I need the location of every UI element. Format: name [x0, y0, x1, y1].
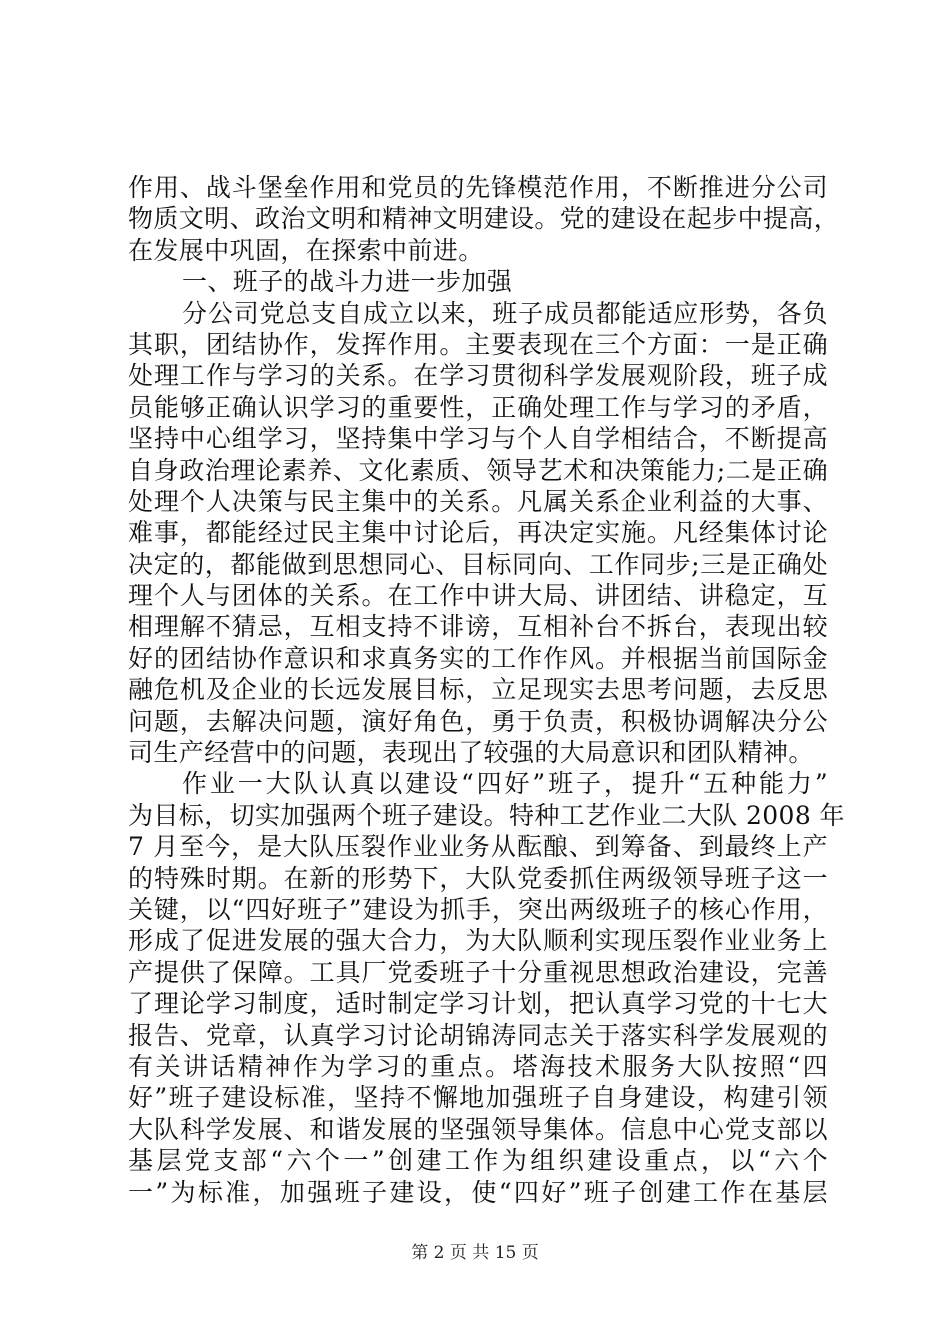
- text-line: 报告、党章，认真学习讨论胡锦涛同志关于落实科学发展观的: [128, 1020, 828, 1050]
- text-line: 大队科学发展、和谐发展的坚强领导集体。信息中心党支部以: [128, 1114, 828, 1144]
- text-line: 关键，以“四好班子”建设为抓手，突出两级班子的核心作用，: [128, 894, 828, 924]
- text-line: 产提供了保障。工具厂党委班子十分重视思想政治建设，完善: [128, 957, 828, 987]
- text-line: 好的团结协作意识和求真务实的工作作风。并根据当前国际金: [128, 643, 828, 673]
- text-line: 相理解不猜忌，互相支持不诽谤，互相补台不拆台，表现出较: [128, 612, 828, 642]
- text-line: 司生产经营中的问题，表现出了较强的大局意识和团队精神。: [128, 738, 814, 768]
- text-line: 分公司党总支自成立以来，班子成员都能适应形势，各负: [182, 298, 828, 328]
- text-line: 处理个人决策与民主集中的关系。凡属关系企业利益的大事、: [128, 486, 828, 516]
- text-line: 一、班子的战斗力进一步加强: [182, 267, 513, 297]
- text-line: 好”班子建设标准，坚持不懈地加强班子自身建设，构建引领: [128, 1083, 828, 1113]
- text-line: 难事，都能经过民主集中讨论后，再决定实施。凡经集体讨论: [128, 518, 828, 548]
- text-line: 员能够正确认识学习的重要性，正确处理工作与学习的矛盾，: [128, 392, 828, 422]
- text-line: 作用、战斗堡垒作用和党员的先锋模范作用，不断推进分公司: [128, 173, 828, 202]
- text-line: 了理论学习制度，适时制定学习计划，把认真学习党的十七大: [128, 989, 828, 1019]
- text-line: 融危机及企业的长远发展目标，立足现实去思考问题，去反思: [128, 675, 828, 705]
- text-line: 为目标，切实加强两个班子建设。特种工艺作业二大队 2008 年: [128, 800, 845, 830]
- text-line: 处理工作与学习的关系。在学习贯彻科学发展观阶段，班子成: [128, 361, 828, 391]
- text-line: 的特殊时期。在新的形势下，大队党委抓住两级领导班子这一: [128, 863, 828, 893]
- text-line: 自身政治理论素养、文化素质、领导艺术和决策能力;二是正确: [128, 455, 828, 485]
- text-line: 作业一大队认真以建设“四好”班子，提升“五种能力”: [182, 769, 828, 799]
- text-line: 问题，去解决问题，演好角色，勇于负责，积极协调解决分公: [128, 706, 828, 736]
- page-footer: 第 2 页 共 15 页: [411, 1243, 539, 1263]
- text-line: 在发展中巩固，在探索中前进。: [128, 235, 484, 265]
- text-line: 基层党支部“六个一”创建工作为组织建设重点，以“六个: [128, 1146, 828, 1176]
- document-body: [128, 172, 845, 1208]
- text-line: 坚持中心组学习，坚持集中学习与个人自学相结合，不断提高: [128, 424, 828, 454]
- text-line: 物质文明、政治文明和精神文明建设。党的建设在起步中提高，: [128, 204, 840, 234]
- text-line: 决定的，都能做到思想同心、目标同向、工作同步;三是正确处: [128, 549, 828, 579]
- text-line: 理个人与团体的关系。在工作中讲大局、讲团结、讲稳定，互: [128, 581, 828, 611]
- text-line: 7 月至今，是大队压裂作业业务从酝酿、到筹备、到最终上产: [128, 832, 828, 862]
- text-line: 有关讲话精神作为学习的重点。塔海技术服务大队按照“四: [128, 1051, 828, 1081]
- text-line: 形成了促进发展的强大合力，为大队顺利实现压裂作业业务上: [128, 926, 828, 956]
- text-line: 一”为标准，加强班子建设，使“四好”班子创建工作在基层: [128, 1177, 828, 1207]
- text-line: 其职，团结协作，发挥作用。主要表现在三个方面：一是正确: [128, 329, 828, 359]
